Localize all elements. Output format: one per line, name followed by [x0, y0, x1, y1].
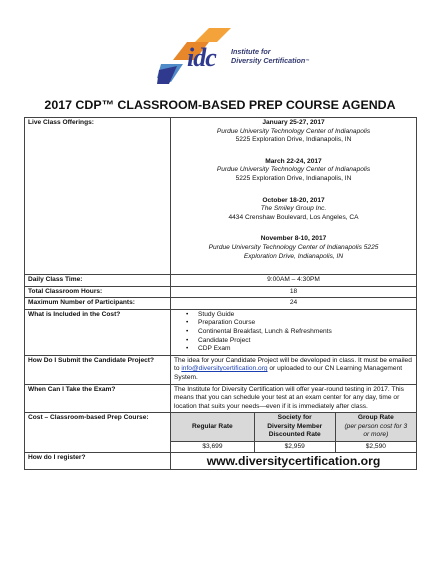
submit-text-b: or uploaded to our CN Learning Management System.: [174, 365, 403, 381]
logo-wordmark: idc: [187, 43, 216, 72]
page-title: 2017 CDP™ CLASSROOM-BASED PREP COURSE AGENDA: [44, 98, 396, 112]
list-item: • Preparation Course: [186, 319, 413, 328]
label-total-hours: Total Classroom Hours:: [25, 286, 171, 298]
submit-text: [171, 355, 417, 384]
list-item: • Study Guide: [186, 311, 413, 320]
value-daily-time: 9:00AM – 4:30PM: [171, 275, 417, 287]
value-group-rate: $2,590: [335, 441, 416, 452]
offering-2: [174, 158, 413, 184]
offering-address: Exploration Drive, Indianapolis, IN: [243, 252, 344, 260]
header-group-line2: (per person cost for 3: [344, 422, 408, 430]
offering-address: 4434 Crenshaw Boulevard, Los Angeles, CA: [228, 213, 359, 221]
offering-4: [174, 235, 413, 261]
row-included: [25, 309, 417, 355]
offering-venue: Purdue University Technology Center of Indianapolis: [216, 127, 371, 135]
live-offerings-cell: [171, 118, 417, 275]
value-max-participants: 24: [171, 298, 417, 310]
logo-subtitle: [231, 47, 309, 65]
logo-line2: Diversity Certification™: [231, 56, 310, 65]
website-link[interactable]: www.diversitycertification.org: [171, 452, 417, 469]
included-list-cell: [171, 309, 417, 355]
row-submit: [25, 355, 417, 384]
value-society-rate: $2,959: [254, 441, 335, 452]
value-regular-rate: $3,699: [171, 441, 254, 452]
list-item: • CDP Exam: [186, 345, 413, 354]
offering-venue: The Smiley Group Inc.: [260, 205, 327, 213]
row-daily-time: [25, 275, 417, 287]
offering-address: 5225 Exploration Drive, Indianapolis, IN: [235, 174, 352, 182]
header-society-line3: Discounted Rate: [268, 431, 321, 439]
header-regular-rate: Regular Rate: [171, 413, 254, 441]
rate-value-row: [171, 441, 416, 452]
header-society-line1: Society for: [277, 414, 312, 422]
offering-address: 5225 Exploration Drive, Indianapolis, IN: [235, 136, 352, 144]
offering-date: November 8-10, 2017: [260, 235, 327, 243]
row-exam: [25, 384, 417, 413]
value-total-hours: 18: [171, 286, 417, 298]
label-exam: When Can I Take the Exam?: [25, 384, 171, 413]
list-item: • Candidate Project: [186, 337, 413, 346]
row-max-participants: [25, 298, 417, 310]
header-society-line2: Diversity Member: [267, 422, 323, 430]
row-live-offerings: [25, 118, 417, 275]
rate-header-row: [171, 413, 416, 441]
offering-date: October 18-20, 2017: [262, 196, 325, 204]
offering-1: [174, 119, 413, 145]
offering-3: [174, 197, 413, 223]
label-included: What is Included in the Cost?: [25, 309, 171, 355]
label-live-offerings: Live Class Offerings:: [25, 118, 171, 275]
exam-text: The Institute for Diversity Certification will offer year-round testing in 2017. This means that you can schedule your test at an exam center for any day, time or location that suits your needs—even if it is immediately after class.: [171, 384, 417, 413]
idc-logo: [157, 26, 310, 86]
offering-venue: Purdue University Technology Center of Indianapolis 5225: [208, 243, 379, 251]
rate-table: [171, 413, 416, 452]
row-register: [25, 452, 417, 469]
agenda-table: [24, 117, 417, 470]
label-daily-time: Daily Class Time:: [25, 275, 171, 287]
submit-text-a: The idea for your Candidate Project will be developed in class. It must be emailed to: [174, 356, 412, 373]
label-cost: Cost – Classroom-based Prep Course:: [25, 413, 171, 453]
logo-line1: Institute for: [231, 47, 271, 56]
label-max-participants: Maximum Number of Participants:: [25, 298, 171, 310]
offering-venue: Purdue University Technology Center of Indianapolis: [216, 166, 371, 174]
offering-date: March 22-24, 2017: [265, 157, 322, 165]
label-submit: How Do I Submit the Candidate Project?: [25, 355, 171, 384]
header-group-line3: or more): [363, 431, 389, 439]
label-register: How do I register?: [25, 452, 171, 469]
header-group-line1: Group Rate: [357, 414, 394, 422]
row-cost: [25, 413, 417, 453]
email-link[interactable]: info@diversitycertification.org: [181, 365, 268, 373]
offering-date: January 25-27, 2017: [262, 119, 325, 126]
row-total-hours: [25, 286, 417, 298]
cost-cell: [171, 413, 417, 453]
included-list: [174, 311, 413, 354]
list-item: • Continental Breakfast, Lunch & Refreshments: [186, 328, 413, 337]
header-group-rate: [335, 413, 416, 441]
header-society-rate: [254, 413, 335, 441]
